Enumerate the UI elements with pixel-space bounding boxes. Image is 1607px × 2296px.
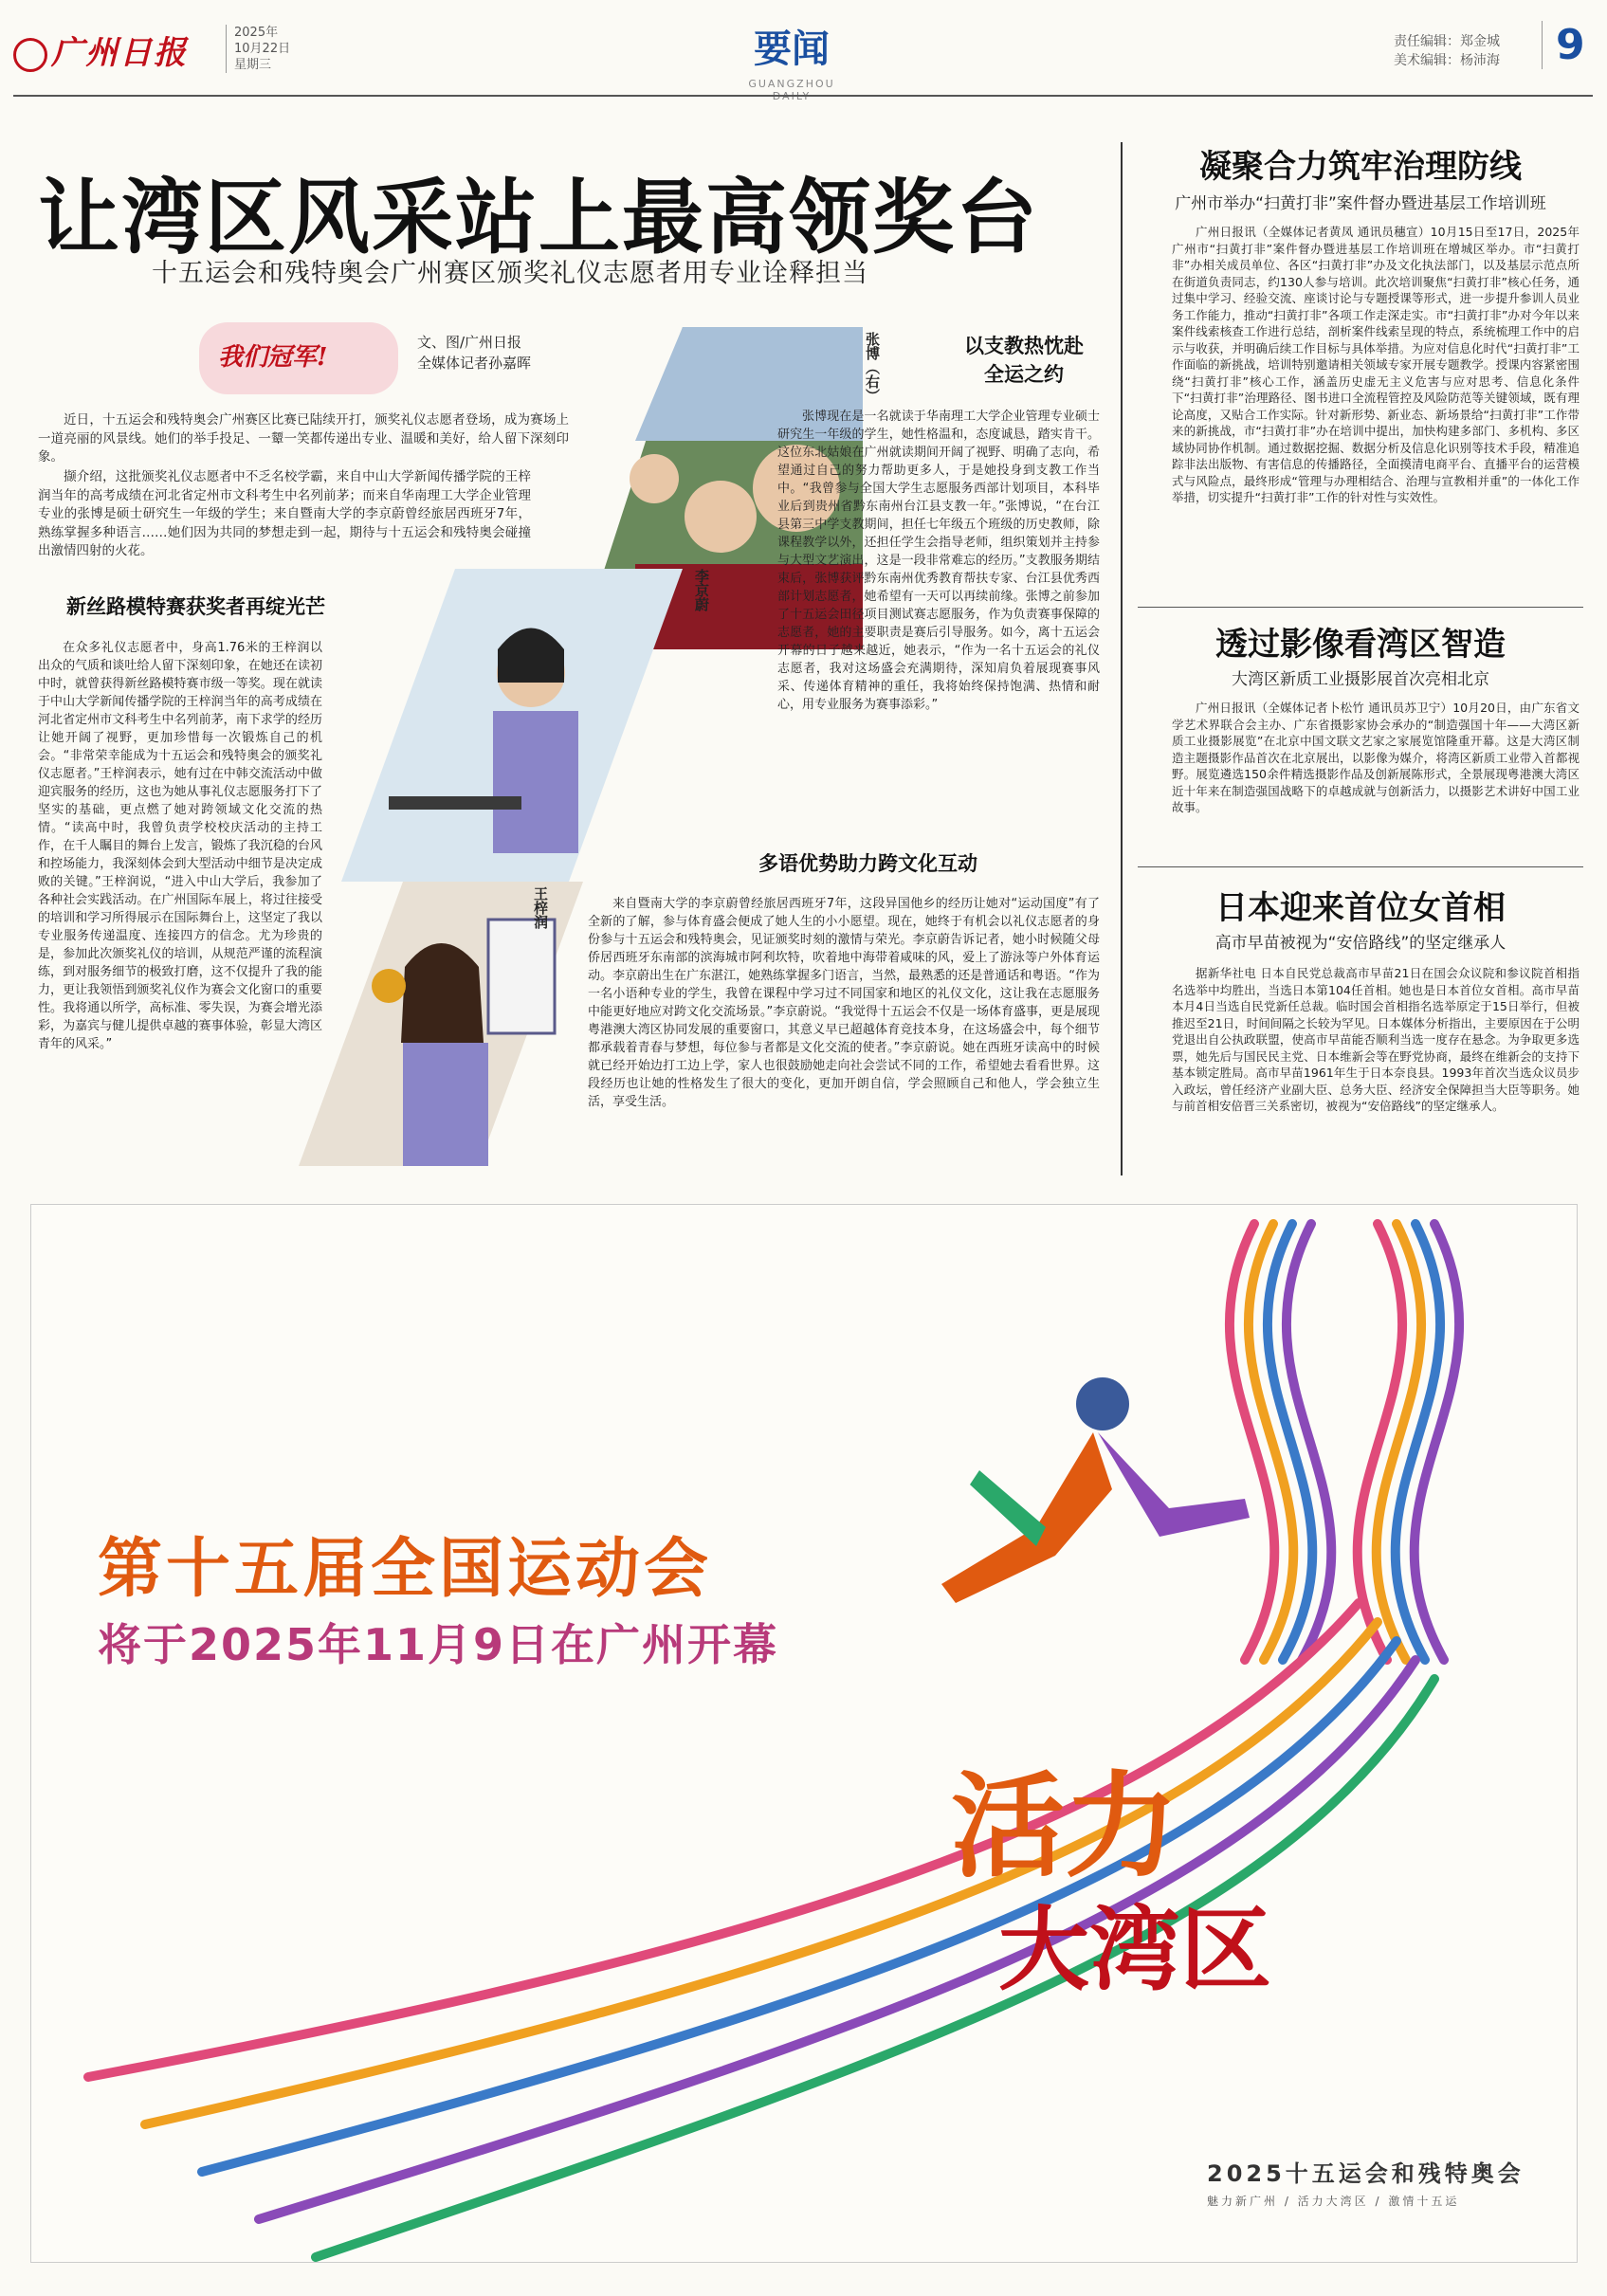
games-advertisement [30, 1204, 1578, 2263]
ad-opening-date: 将于2025年11月9日在广州开幕 [98, 1619, 779, 1670]
photo-caption-wang: 王梓润 [532, 886, 549, 929]
page-number: 9 [1542, 21, 1585, 69]
article-subtitle-japan: 高市早苗被视为“安倍路线”的坚定继承人 [1214, 934, 1507, 953]
ad-slogan-bay-area: 大湾区 [998, 1897, 1271, 2003]
headline: 让湾区风采站上最高领奖台 [38, 170, 1039, 265]
ad-footer-slogan: 魅力新广州 / 活力大湾区 / 激情十五运 [1207, 2195, 1460, 2208]
section-subtitle: GUANGZHOU [748, 78, 835, 90]
subheadline: 十五运会和残特奥会广州赛区颁奖礼仪志愿者用专业诠释担当 [152, 259, 868, 288]
article-divider-2 [1138, 866, 1583, 867]
photo-li-jingwei [341, 569, 683, 882]
article-title-photo: 透过影像看湾区智造 [1215, 626, 1506, 664]
intro-paragraph: 近日，十五运会和残特奥会广州赛区比赛已陆续开打，颁奖礼仪志愿者登场，成为赛场上一道亮丽的风景线。她们的举手投足、一颦一笑都传递出专业、温暖和美好，给人留下深刻印象。 [38, 412, 569, 465]
section-title: 要闻 [754, 27, 830, 71]
ad-headline: 第十五届全国运动会 [98, 1532, 713, 1607]
article-title-sweep: 凝聚合力筑牢治理防线 [1199, 148, 1522, 186]
editor-credits: 责任编辑：郑金城 美术编辑：杨沛海 [1394, 34, 1500, 68]
ad-track-lines [31, 1205, 1577, 2262]
article-divider-1 [1138, 607, 1583, 608]
section-body-wang: 在众多礼仪志愿者中，身高1.76米的王梓润以出众的气质和谈吐给人留下深刻印象，在她还在读初中时，就曾获得新丝路模特赛市级一等奖。现在就读于中山大学新闻传播学院的王梓润当年的高考成绩在河北省定州市文科考生中名列前茅，南下求学的经历让她开阔了视野，更加珍惜每一次锻炼自己的机会。“非常荣幸能成为十五运会和残特奥会的颁奖礼仪志愿者。”王梓润表示，她有过在中韩交流活动中做迎宾服务的经历，这也为她从事礼仪志愿服务打下了坚实的基础，更点燃了她对跨领域文化交流的热情。“读高中时，我曾负责学校校庆活动的主持工作，在千人瞩目的舞台上发言，锻炼了我沉稳的台风和控场能力，我深刻体会到大型活动中细节是决定成败的关键。”王梓润说，“进入中山大学后，我参加了各种社会实践活动。在广州国际车展上，将过往接受的培训和学习所得展示在国际舞台上，这坚定了我以专业服务传递温度、连接四方的信念。尤为珍贵的是，参加此次颁奖礼仪的培训，从规范严谨的流程演练，到对服务细节的极致打磨，这不仅提升了我的能力，更让我领悟到颁奖礼仪作为赛会文化窗口的重要性。我将通以所学，高标准、零失误，为赛会增光添彩，为嘉宾与健儿提供卓越的赛事体验，彰显大湾区青年的风采。” [38, 641, 322, 1051]
section-heading-zhang: 以支教热忱赴全运之约 [964, 334, 1084, 386]
badge-label: 我们冠军! [218, 343, 328, 372]
byline: 文、图/广州日报 全媒体记者孙嘉晖 [417, 334, 532, 372]
logo-emblem-icon [13, 38, 47, 72]
article-subtitle-sweep: 广州市举办“扫黄打非”案件督办暨进基层工作培训班 [1175, 194, 1546, 213]
article-body-japan: 据新华社电 日本自民党总裁高市早苗21日在国会众议院和参议院首相指名选举中均胜出，当选日本第104任首相。她也是日本首位女首相。高市早苗本月4日当选自民党新任总裁。临时国会首相指名选举原定于15日举行，但被推迟至21日，时间间隔之长较为罕见。日本媒体分析指出，主要原因在于公明党退出自公执政联盟，使高市早苗能否顺利当选一度存在悬念。为争取更多选票，她先后与国民民主党、日本维新会等在野党协商，最终在维新会的支持下基本锁定胜局。高市早苗1961年生于日本奈良县。1993年首次当选众议员步入政坛，曾任经济产业副大臣、总务大臣、经济安全保障担当大臣等职务。她与前首相安倍晋三关系密切，被视为“安倍路线”的坚定继承人。 [1172, 966, 1580, 1113]
intro-paragraph-2: 撷介绍，这批颁奖礼仪志愿者中不乏名校学霸，来自中山大学新闻传播学院的王梓润当年的高考成绩在河北省定州市文科考生中名列前茅；而来自华南理工大学企业管理专业的张博是硕士研究生一年级的学生；来自暨南大学的李京蔚曾经旅居西班牙7年，熟练掌握多种语言……她们因为共同的梦想走到一起，期待与十五运会和残特奥会碰撞出激情四射的火花。 [38, 469, 531, 558]
athlete-figure [941, 1377, 1250, 1603]
article-body-sweep: 广州日报讯（全媒体记者黄凤 通讯员穗宣）10月15日至17日，2025年广州市“扫黄打非”案件督办暨进基层工作培训班在增城区举办。市“扫黄打非”办相关成员单位、各区“扫黄打非”办及文化执法部门，以及基层示范点所在街道负责同志，约130人参与培训。此次培训聚焦“扫黄打非”核心任务，通过集中学习、经验交流、座谈讨论与专题授课等形式，进一步提升参训人员业务工作能力，推动“扫黄打非”各项工作走深走实。市“扫黄打非”办对今年以来案件线索核查工作进行总结，剖析案件线索呈现的特点，系统梳理工作中的启示与收获，并明确后续工作目标与具体举措。为应对信息化时代“扫黄打非”工作面临的新挑战，培训特别邀请相关领域专家开展专题教学。授课内容紧密围绕“扫黄打非”核心工作，涵盖历史虚无主义危害与应对思考、信息化条件下“扫黄打非”治理路径、图书进口全流程管控及风险防范等关键领域，既有理论高度，又贴合工作实际。针对新形势、新业态、新场景给“扫黄打非”工作带来的新挑战，市“扫黄打非”办在培训中提出，加快构建多部门、多机构、多区域协同协作机制。通过数据挖掘、数据分析及信息化识别等技术手段，精准追踪非法出版物、有害信息的传播路径，全面摸清电商平台、直播平台的运营模式与风险点，最终形成“管理与办理相结合、治理与宣教相并重”的一体化工作举措，切实提升“扫黄打非”工作的针对性与实效性。 [1172, 225, 1580, 504]
article-subtitle-photo: 大湾区新质工业摄影展首次亮相北京 [1232, 670, 1489, 689]
photo-caption-zhang: 张博（右） [864, 332, 881, 403]
column-divider [1121, 142, 1123, 1175]
newspaper-logo: 广州日报 [13, 27, 188, 73]
section-body-zhang: 张博现在是一名就读于华南理工大学企业管理专业硕士研究生一年级的学生，她性格温和，态度诚恳，踏实肯干。这位东北姑娘在广州就读期间开阔了视野、明确了志向，希望通过自己的努力帮助更多人，于是她投身到支教工作当中。“我曾参与全国大学生志愿服务西部计划项目，本科毕业后到贵州省黔东南州台江县支教一年。”张博说，“在台江县第三中学支教期间，担任七年级五个班级的历史教师，除课程教学以外，还担任学生会指导老师，组织策划并主持参与大型文艺演出，这是一段非常难忘的经历。”支教服务期结束后，张博获评黔东南州优秀教育帮扶专家、台江县优秀西部计划志愿者，她希望有一天可以再续前缘。张博之前参加了十五运会田径项目测试赛志愿服务，作为负责赛事保障的志愿者，她的主要职责是赛后引导服务。如今，离十五运会开幕的日子越来越近，她表示，“作为一名十五运会的礼仪志愿者，我对这场盛会充满期待，深知肩负着展现赛事风采、传递体育精神的重任，我将始终保持饱满、热情和耐心，用专业服务为赛事添彩。” [777, 410, 1100, 712]
section-heading-wang: 新丝路模特赛获奖者再绽光芒 [66, 594, 325, 618]
photo-caption-li: 李京蔚 [693, 569, 710, 611]
section-body-li: 来自暨南大学的李京蔚曾经旅居西班牙7年，这段异国他乡的经历让她对“运动国度”有了全新的了解，参与体育盛会便成了她人生的小小愿望。现在，她终于有机会以礼仪志愿者的身份参与十五运会和残特奥会，见证颁奖时刻的激情与荣光。李京蔚告诉记者，她小时候随父母侨居西班牙东南部的滨海城市阿利坎特，吹着地中海带着咸味的风，爱上了游泳等户外体育运动。李京蔚出生在广东湛江，她熟练掌握多门语言，当然，最熟悉的还是普通话和粤语。“作为一名小语种专业的学生，我曾在课程中学习过不同国家和地区的礼仪文化，这让我在志愿服务中能更好地应对跨文化交流场景。”李京蔚说。“我觉得十五运会不仅是一场体育盛事，更是展现粤港澳大湾区协同发展的重要窗口，其意义早已超越体育竞技本身，在这场盛会中，每个细节都承载着青春与梦想，每位参与者都是文化交流的使者。”李京蔚说。她在西班牙读高中的时候就已经开始边打工边上学，家人也很鼓励她走向社会尝试不同的工作，希望她去看看世界。这段经历也让她的性格发生了很大的变化，更加开朗自信，学会照顾自己和他人，学会独立生活，享受生活。 [588, 897, 1100, 1109]
masthead-rule [13, 95, 1593, 97]
article-title-japan: 日本迎来首位女首相 [1215, 889, 1506, 927]
ad-slogan-vitality: 活力 [951, 1761, 1178, 1893]
section-heading-li: 多语优势助力跨文化互动 [758, 851, 977, 875]
ad-footer-title: 2025十五运会和残特奥会 [1207, 2160, 1525, 2187]
issue-date: 2025年 10月22日 星期三 [226, 25, 290, 73]
article-body-photo: 广州日报讯（全媒体记者卜松竹 通讯员苏卫宁）10月20日，由广东省文学艺术界联合会主办、广东省摄影家协会承办的“制造强国十年——大湾区新质工业摄影展览”在北京中国文联文艺家之家展览馆隆重开幕。这是大湾区制造主题摄影作品首次在北京展出，以影像为媒介，将湾区新质工业带入首都视野。展览遴选150余件精选摄影作品及创新展陈形式，全景展现粤港澳大湾区近十年来在制造强国战略下的卓越成就与创新活力，以摄影艺术讲好中国工业故事。 [1172, 701, 1580, 814]
